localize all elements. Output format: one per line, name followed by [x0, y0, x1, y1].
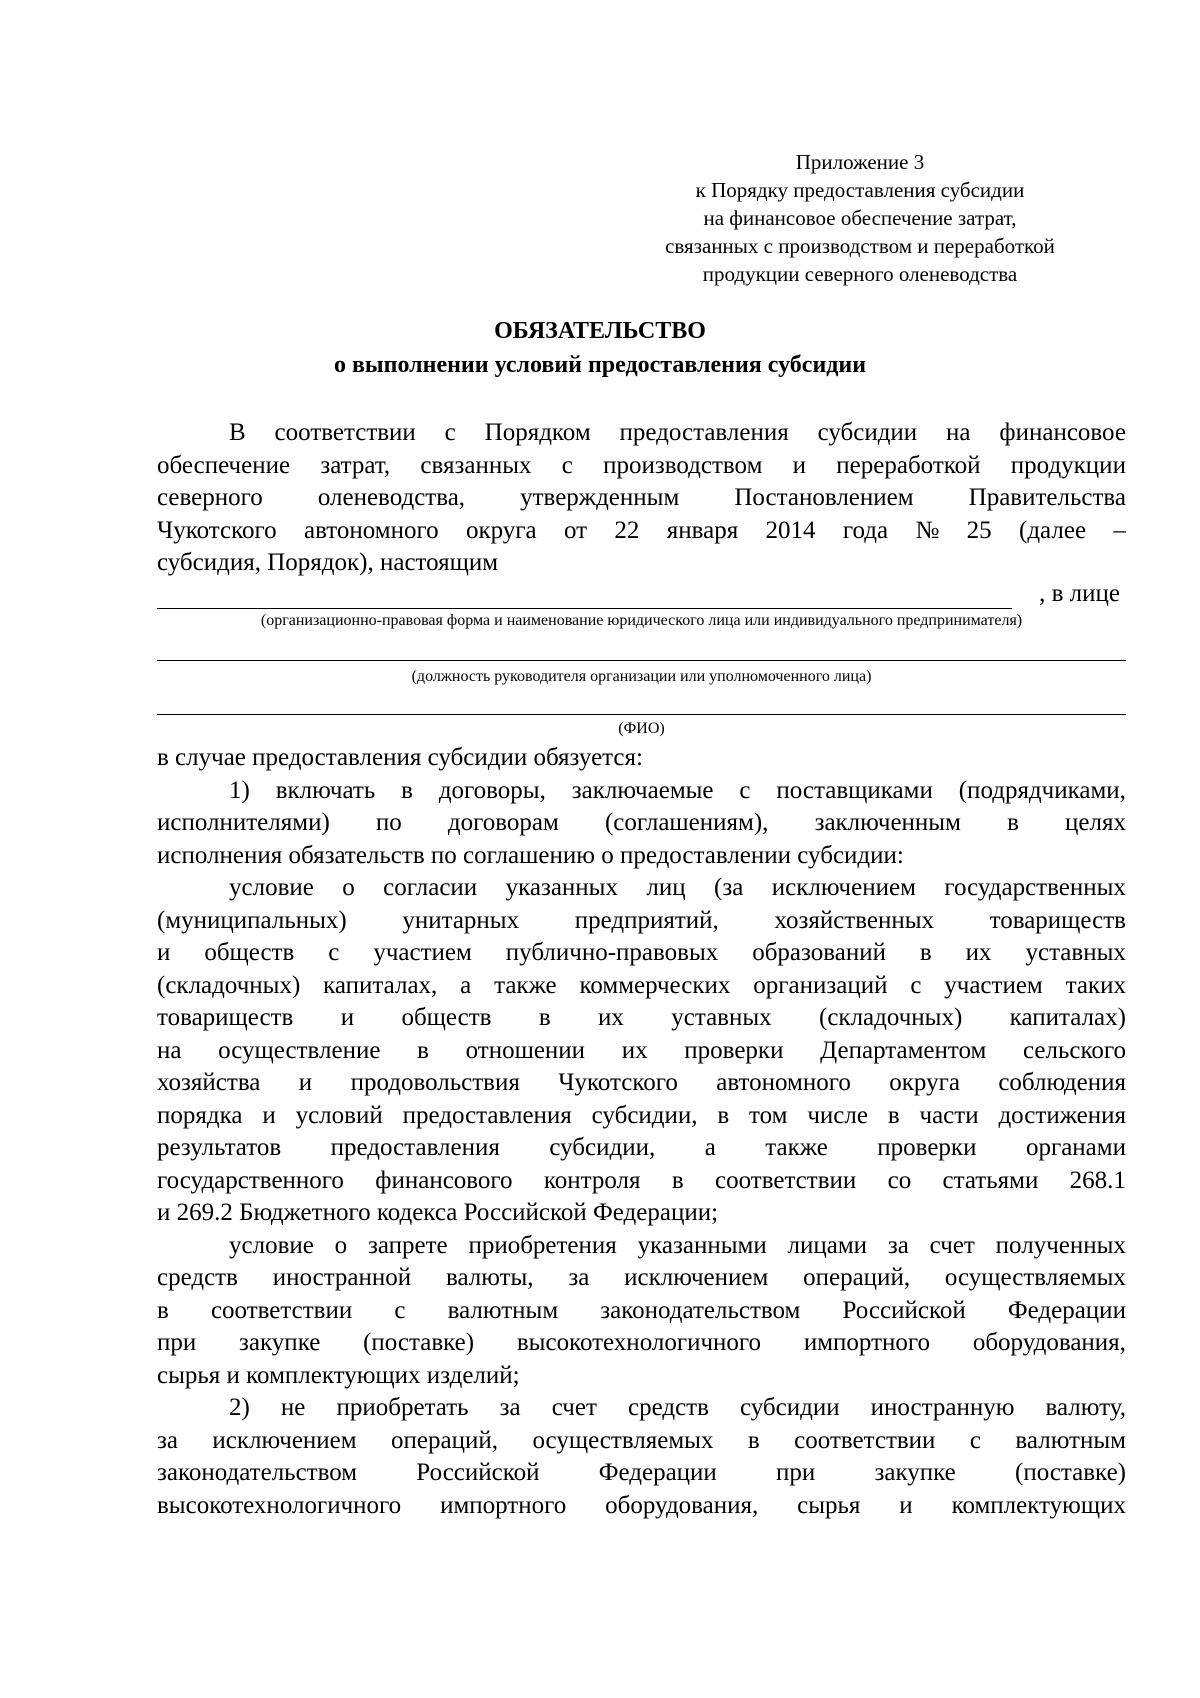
word: счет [551, 1394, 597, 1421]
word: комплектующих [951, 1491, 1126, 1519]
position-blank-line[interactable] [157, 660, 1126, 661]
justified-line [157, 482, 1126, 515]
word: проверки [684, 1036, 784, 1064]
word: соответствии [210, 1296, 353, 1324]
appendix-header [600, 148, 1120, 288]
word: коммерческих [579, 971, 731, 999]
appendix-line: связанных с производством и переработкой [665, 234, 1055, 258]
word: закупке [239, 1329, 321, 1356]
word: автономного [303, 516, 439, 544]
justified-line [157, 1035, 1126, 1068]
word: Федерации [1007, 1296, 1126, 1324]
appendix-line: к Порядку предоставления субсидии [695, 178, 1025, 202]
word: порядка [157, 1101, 243, 1129]
word: в [401, 776, 413, 804]
paragraph-last-line: субсидия, Порядок), настоящим [157, 549, 499, 576]
word: лицами [787, 1231, 868, 1259]
word: на [946, 419, 971, 446]
word: 22 [614, 516, 640, 544]
word: в [717, 1101, 730, 1129]
word: 1) [229, 776, 250, 804]
word: о [342, 874, 355, 901]
word: капиталах, [323, 971, 438, 999]
word: с [444, 419, 456, 446]
intro-paragraph [157, 417, 1126, 580]
word: обществ [401, 1004, 492, 1031]
document-title: ОБЯЗАТЕЛЬСТВО [494, 318, 706, 344]
word: в [747, 1426, 760, 1454]
word: исключением [212, 1426, 357, 1454]
word: Чукотского [157, 516, 277, 544]
word: заключенным [814, 809, 961, 836]
word: не [280, 1394, 306, 1421]
word: в [919, 939, 932, 966]
word: за [499, 1394, 521, 1421]
word: и [262, 1101, 276, 1129]
word: Российской [842, 1296, 966, 1324]
word: органами [1025, 1134, 1126, 1161]
justified-line [157, 937, 1126, 970]
appendix-line: продукции северного оленеводства [702, 262, 1018, 286]
word: валюту, [1045, 1394, 1126, 1421]
word: с [739, 776, 751, 804]
word: соответствии [715, 1166, 857, 1194]
word: связанных [420, 451, 532, 479]
word: законодательством [157, 1459, 358, 1486]
justified-line [157, 970, 1126, 1003]
word: исключением [771, 874, 916, 901]
word: условие [229, 1231, 314, 1259]
word: субсидии [817, 419, 918, 446]
word: уставных [671, 1004, 772, 1031]
word: года [842, 516, 889, 544]
justified-line [157, 417, 1126, 450]
word: 25 [966, 516, 992, 544]
appendix-line: Приложение 3 [795, 150, 925, 174]
word: субсидии [739, 1394, 840, 1421]
word: с [328, 939, 340, 966]
word: уставных [1025, 939, 1126, 966]
obligates-line: в случае предоставления субсидии обязуется: [157, 744, 643, 771]
word: и [899, 1491, 913, 1519]
word: валютным [1015, 1426, 1126, 1454]
word: в [887, 1101, 900, 1129]
word: (складочных) [157, 971, 301, 999]
word: заключаемые [571, 776, 714, 804]
word: их [621, 1036, 648, 1064]
word: соблюдения [998, 1069, 1126, 1096]
word: части [919, 1101, 979, 1129]
word: со [887, 1166, 912, 1194]
justified-line [157, 775, 1126, 808]
organization-blank-line[interactable] [157, 608, 1012, 609]
word: и [340, 1004, 355, 1031]
word: (поставке) [1015, 1459, 1126, 1486]
word: также [494, 971, 557, 999]
word: счет [929, 1231, 975, 1259]
word: (складочных) [819, 1004, 963, 1031]
word: обеспечение [157, 451, 291, 479]
word: затрат, [320, 451, 391, 479]
organization-field-row [157, 580, 1126, 612]
word: договорам [447, 809, 559, 836]
obligations-body [157, 742, 1126, 1522]
word: поставщиками [776, 776, 933, 804]
word: также [765, 1134, 828, 1161]
word: импортного [803, 1329, 931, 1356]
justified-line [157, 1230, 1126, 1263]
word: Правительства [968, 484, 1126, 511]
word: Постановлением [734, 484, 914, 511]
paragraph-last-line: сырья и комплектующих изделий; [157, 1361, 520, 1389]
word: № [915, 516, 940, 544]
word: участием [944, 971, 1043, 999]
word: исполнителями) [157, 809, 330, 836]
word: валюты, [445, 1264, 534, 1291]
word: товариществ [157, 1004, 294, 1031]
justified-line [157, 1327, 1126, 1360]
word: Российской [416, 1459, 540, 1486]
word: полученных [995, 1231, 1126, 1259]
word: том [749, 1101, 788, 1129]
word: обществ [204, 939, 295, 966]
word: оборудования, [605, 1491, 759, 1519]
word: с [394, 1296, 406, 1324]
word: средств [157, 1264, 238, 1291]
word: 2) [229, 1394, 250, 1421]
justified-line [157, 1100, 1126, 1133]
word: округа [465, 516, 537, 544]
word: согласии [383, 874, 478, 901]
word: в [1007, 809, 1019, 836]
word: условий [295, 1101, 383, 1129]
paragraph-last-line: исполнения обязательств по соглашению о предоставлении субсидии: [157, 841, 904, 869]
word: Федерации [598, 1459, 717, 1486]
word: иностранную [870, 1394, 1015, 1421]
word: числе [807, 1101, 868, 1129]
word: В [229, 419, 246, 446]
position-caption: (должность руководителя организации или уполномоченного лица) [411, 668, 872, 685]
word: контроля [543, 1166, 641, 1194]
word: в [538, 1004, 551, 1031]
word: предоставления [402, 1101, 572, 1129]
word: округа [889, 1069, 960, 1096]
word: таких [1065, 971, 1126, 999]
word: при [157, 1329, 197, 1356]
word: и [157, 939, 171, 966]
justified-line [157, 1165, 1126, 1198]
word: Порядком [484, 419, 591, 446]
word: на [157, 1036, 182, 1064]
justified-line [157, 515, 1126, 548]
word: 2014 [765, 516, 816, 544]
word: договоры, [438, 776, 546, 804]
word: за [887, 1231, 909, 1259]
word: осуществление [218, 1036, 381, 1064]
word: финансовое [999, 419, 1126, 446]
in-person-label: , в лице [1039, 580, 1120, 607]
word: осуществляемых [944, 1264, 1126, 1291]
word: предприятий, [574, 906, 719, 934]
word: (далее [1019, 516, 1087, 544]
word: проверки [877, 1134, 977, 1161]
word: сельского [1022, 1036, 1126, 1064]
word: – [1113, 516, 1126, 544]
word: их [598, 1004, 624, 1031]
word: (поставке) [363, 1329, 475, 1356]
word: с [561, 451, 573, 479]
word: государственного [157, 1166, 344, 1194]
word: предоставления [619, 419, 789, 446]
word: закупке [874, 1459, 956, 1486]
justified-line [157, 807, 1126, 840]
fio-blank-line[interactable] [157, 714, 1126, 715]
word: целях [1065, 809, 1126, 836]
word: января [666, 516, 739, 544]
word: и [298, 1069, 313, 1096]
word: в [671, 1166, 684, 1194]
word: при [776, 1459, 816, 1486]
word: указанных [505, 874, 618, 901]
word: а [460, 971, 472, 999]
word: осуществляемых [532, 1426, 714, 1454]
justified-line [157, 1262, 1126, 1295]
word: законодательством [600, 1296, 801, 1324]
word: финансового [375, 1166, 513, 1194]
word: за [568, 1264, 590, 1291]
word: соответствии [794, 1426, 936, 1454]
justified-line [157, 450, 1126, 483]
word: приобретения [468, 1231, 617, 1259]
justified-line [157, 1457, 1126, 1490]
word: лиц [646, 874, 686, 901]
word: сырья [797, 1491, 861, 1519]
document-subtitle: о выполнении условий предоставления субсидии [333, 352, 867, 378]
word: статьями [942, 1166, 1039, 1194]
word: Чукотского [558, 1069, 678, 1096]
justified-line [157, 1490, 1126, 1523]
fio-caption: (ФИО) [618, 720, 665, 737]
word: (за [714, 874, 744, 901]
word: их [965, 939, 992, 966]
word: товариществ [989, 906, 1126, 934]
word: северного [157, 484, 263, 511]
word: Департаментом [820, 1036, 987, 1064]
word: унитарных [402, 906, 520, 934]
justified-line [157, 1132, 1126, 1165]
word: отношении [465, 1036, 586, 1064]
word: в [157, 1296, 169, 1324]
word: включать [275, 776, 376, 804]
word: результатов [157, 1134, 282, 1161]
appendix-line: на финансовое обеспечение затрат, [703, 206, 1017, 230]
justified-line [157, 1425, 1126, 1458]
word: иностранной [272, 1264, 412, 1291]
word: продовольствия [350, 1069, 520, 1096]
word: операций, [391, 1426, 498, 1454]
word: капиталах) [1009, 1004, 1126, 1031]
word: высокотехнологичного [157, 1491, 402, 1519]
word: и [792, 451, 807, 479]
word: переработкой [836, 451, 981, 479]
word: хозяйства [157, 1069, 261, 1096]
word: государственных [944, 874, 1126, 901]
word: оленеводства, [317, 484, 466, 511]
word: субсидии, [591, 1101, 698, 1129]
word: исключением [624, 1264, 769, 1291]
word: продукции [1010, 451, 1126, 479]
word: субсидии, [549, 1134, 656, 1161]
word: высокотехнологичного [516, 1329, 762, 1356]
word: указанными [637, 1231, 767, 1259]
word: (муниципальных) [157, 906, 347, 934]
word: приобретать [336, 1394, 469, 1421]
word: достижения [998, 1101, 1126, 1129]
justified-line [157, 872, 1126, 905]
word: предоставления [330, 1134, 500, 1161]
word: публично-правовых [505, 939, 719, 966]
word: с [969, 1426, 981, 1454]
justified-line [157, 1002, 1126, 1035]
word: образований [752, 939, 886, 966]
word: а [704, 1134, 716, 1161]
word: о [334, 1231, 348, 1259]
word: производством [603, 451, 763, 479]
word: (подрядчиками, [958, 776, 1126, 804]
word: условие [229, 874, 314, 901]
paragraph-last-line: и 269.2 Бюджетного кодекса Российской Федерации; [157, 1199, 719, 1226]
word: (соглашениям), [604, 809, 769, 836]
word: участием [373, 939, 472, 966]
word: 268.1 [1069, 1166, 1126, 1194]
organization-caption: (организационно-правовая форма и наименование юридического лица или индивидуального предпринимателя) [260, 612, 1023, 629]
word: организаций [753, 971, 888, 999]
word: средств [627, 1394, 709, 1421]
word: с [910, 971, 922, 999]
word: запрете [367, 1231, 448, 1259]
word: импортного [440, 1491, 567, 1519]
word: оборудования, [972, 1329, 1126, 1356]
justified-line [157, 905, 1126, 938]
justified-line [157, 1392, 1126, 1425]
word: операций, [803, 1264, 911, 1291]
word: хозяйственных [774, 906, 935, 934]
justified-line [157, 1067, 1126, 1100]
word: за [157, 1426, 178, 1454]
word: автономного [716, 1069, 851, 1096]
word: утвержденным [520, 484, 680, 511]
word: в [417, 1036, 429, 1064]
word: соответствии [274, 419, 416, 446]
word: по [375, 809, 402, 836]
justified-line [157, 1295, 1126, 1328]
word: валютным [447, 1296, 559, 1324]
word: от [563, 516, 588, 544]
